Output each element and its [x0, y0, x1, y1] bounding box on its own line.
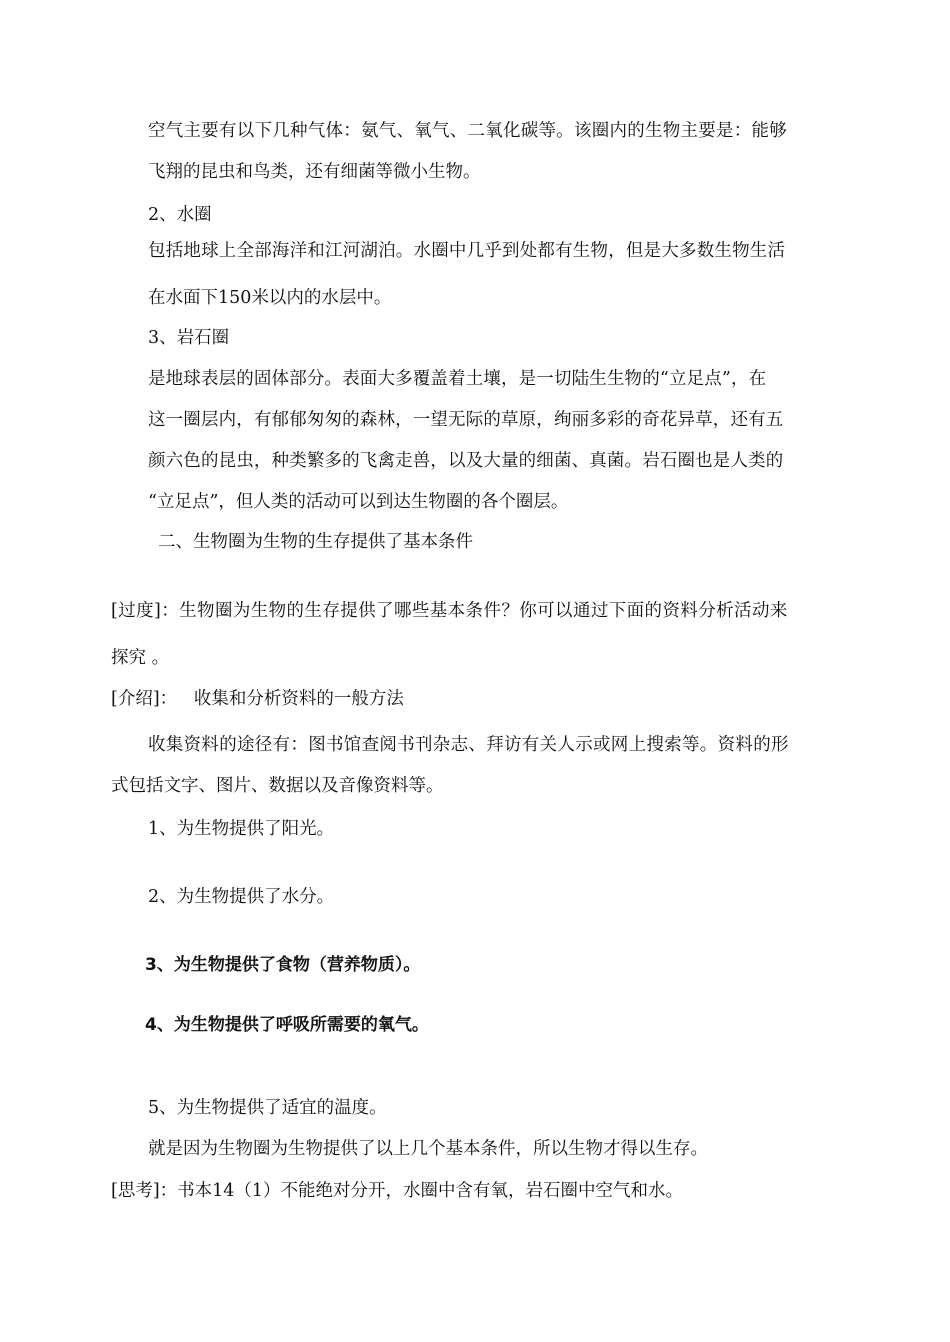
list-item: 4、为生物提供了呼吸所需要的氧气。 [145, 1015, 429, 1035]
text-line: 就是因为生物圈为生物提供了以上几个基本条件，所以生物才得以生存。 [148, 1139, 708, 1159]
text-line: 是地球表层的固体部分。表面大多覆盖着土壤，是一切陆生生物的“立足点”，在 [148, 369, 767, 389]
text-line: 这一圈层内，有郁郁匆匆的森林，一望无际的草原，绚丽多彩的奇花异草，还有五 [148, 410, 784, 430]
list-item: 5、为生物提供了适宜的温度。 [148, 1098, 387, 1118]
text-line: 式包括文字、图片、数据以及音像资料等。 [111, 776, 444, 796]
text-line: 飞翔的昆虫和鸟类，还有细菌等微小生物。 [148, 162, 481, 182]
text-line: 包括地球上全部海洋和江河湖泊。水圈中几乎到处都有生物，但是大多数生物生活 [148, 241, 786, 261]
text-line: 在水面下150米以内的水层中。 [148, 288, 392, 308]
list-item: 2、为生物提供了水分。 [148, 887, 335, 907]
text-line: [介绍]： 收集和分析资料的一般方法 [111, 689, 404, 709]
section-heading: 二、生物圈为生物的生存提供了基本条件 [158, 532, 473, 552]
list-item: 3、为生物提供了食物（营养物质）。 [145, 955, 421, 975]
text-line: “立足点”，但人类的活动可以到达生物圈的各个圈层。 [148, 492, 569, 512]
text-line: 收集资料的途径有：图书馆查阅书刊杂志、拜访有关人示或网上搜索等。资料的形 [148, 735, 789, 755]
text-line: [思考]：书本14（1）不能绝对分开，水圈中含有氧，岩石圈中空气和水。 [111, 1181, 684, 1201]
list-item: 1、为生物提供了阳光。 [148, 819, 335, 839]
section-heading: 3、岩石圈 [148, 328, 230, 348]
section-heading: 2、水圈 [148, 205, 212, 225]
text-line: 探究 。 [111, 648, 170, 668]
text-line: 颜六色的昆虫，种类繁多的飞禽走兽，以及大量的细菌、真菌。岩石圈也是人类的 [148, 451, 784, 471]
text-line: 空气主要有以下几种气体：氨气、氧气、二氧化碳等。该圈内的生物主要是：能够 [148, 121, 787, 141]
text-line: [过度]：生物圈为生物的生存提供了哪些基本条件？你可以通过下面的资料分析活动来 [111, 601, 788, 621]
